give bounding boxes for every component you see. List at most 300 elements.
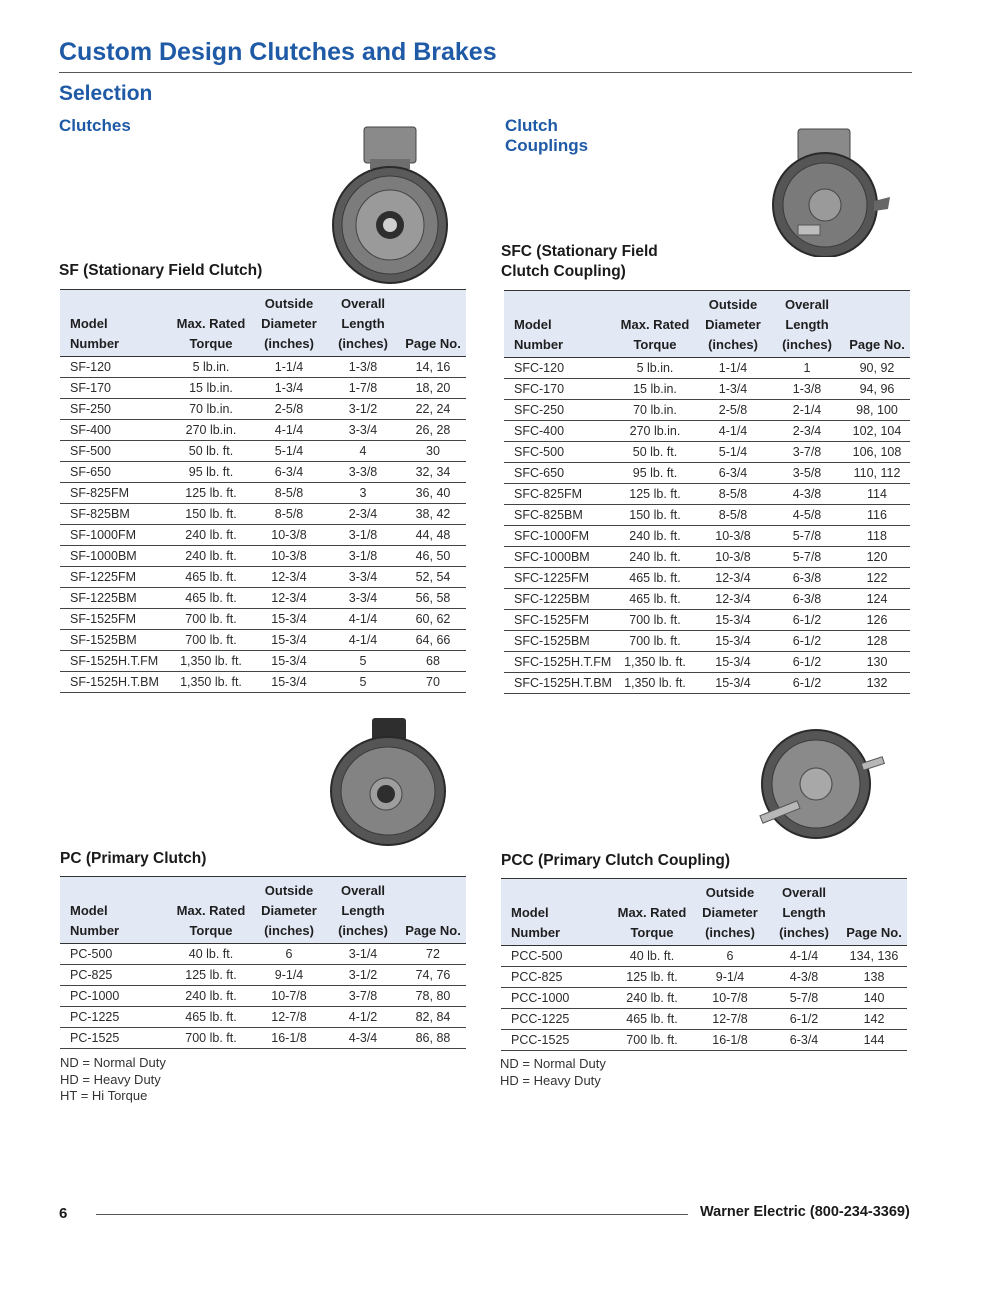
section-heading-line: Couplings	[505, 136, 589, 155]
cell-overall-length: 4-1/2	[326, 1007, 400, 1028]
table-row	[60, 357, 466, 378]
cell-model: SFC-1525BM	[504, 631, 614, 652]
cell-outside-diameter: 12-7/8	[693, 1009, 767, 1030]
footer-divider	[96, 1214, 688, 1215]
cell-page-no: 122	[844, 568, 910, 589]
header-page-no: Page No.	[844, 291, 910, 358]
header-model: Model Number	[504, 291, 614, 358]
cell-overall-length: 3-3/8	[326, 462, 400, 483]
table-row	[60, 399, 466, 420]
page-number: 6	[59, 1205, 68, 1222]
cell-outside-diameter: 1-1/4	[696, 358, 770, 379]
cell-torque: 95 lb. ft.	[614, 463, 696, 484]
table-row	[504, 400, 910, 421]
cell-model: SF-1225FM	[60, 567, 170, 588]
sf-clutch-image	[330, 125, 450, 285]
cell-torque: 15 lb.in.	[614, 379, 696, 400]
cell-page-no: 64, 66	[400, 630, 466, 651]
section-heading-clutches: Clutches	[59, 116, 131, 135]
cell-torque: 240 lb. ft.	[614, 526, 696, 547]
cell-model: PCC-500	[501, 946, 611, 967]
table-body	[60, 357, 466, 693]
table-row	[504, 505, 910, 526]
cell-outside-diameter: 8-5/8	[252, 483, 326, 504]
cell-model: SFC-500	[504, 442, 614, 463]
cell-torque: 15 lb.in.	[170, 378, 252, 399]
table-row	[60, 672, 466, 693]
cell-outside-diameter: 1-3/4	[252, 378, 326, 399]
cell-page-no: 22, 24	[400, 399, 466, 420]
header-torque: Max. Rated Torque	[611, 879, 693, 946]
note-line: HD = Heavy Duty	[500, 1072, 601, 1088]
cell-model: SFC-400	[504, 421, 614, 442]
cell-overall-length: 6-1/2	[770, 631, 844, 652]
table-row	[504, 526, 910, 547]
cell-model: SF-1525FM	[60, 609, 170, 630]
header-model: Model Number	[501, 879, 611, 946]
cell-page-no: 142	[841, 1009, 907, 1030]
table-row	[60, 420, 466, 441]
cell-overall-length: 5	[326, 672, 400, 693]
cell-model: SF-650	[60, 462, 170, 483]
cell-outside-diameter: 10-7/8	[252, 986, 326, 1007]
table-body	[504, 358, 910, 694]
cell-page-no: 98, 100	[844, 400, 910, 421]
cell-page-no: 106, 108	[844, 442, 910, 463]
cell-overall-length: 6-3/4	[767, 1030, 841, 1051]
header-torque: Max. Rated Torque	[614, 291, 696, 358]
cell-model: PCC-825	[501, 967, 611, 988]
cell-outside-diameter: 6-3/4	[696, 463, 770, 484]
table-row	[60, 525, 466, 546]
cell-model: SF-170	[60, 378, 170, 399]
cell-page-no: 140	[841, 988, 907, 1009]
cell-torque: 240 lb. ft.	[170, 546, 252, 567]
cell-overall-length: 6-3/8	[770, 568, 844, 589]
cell-overall-length: 1-3/8	[770, 379, 844, 400]
table-body	[60, 944, 466, 1049]
header-outside-diameter: Outside Diameter (inches)	[252, 290, 326, 357]
pcc-coupling-image	[758, 728, 886, 840]
cell-overall-length: 3-3/4	[326, 567, 400, 588]
pc-table	[60, 876, 466, 1049]
cell-torque: 700 lb. ft.	[170, 609, 252, 630]
cell-page-no: 116	[844, 505, 910, 526]
cell-page-no: 56, 58	[400, 588, 466, 609]
table-header	[501, 879, 907, 946]
cell-page-no: 68	[400, 651, 466, 672]
title-divider	[59, 72, 912, 73]
cell-page-no: 30	[400, 441, 466, 462]
sfc-coupling-image	[770, 127, 895, 257]
pcc-table-title: PCC (Primary Clutch Coupling)	[501, 852, 731, 869]
table-row	[60, 546, 466, 567]
cell-model: SF-1000BM	[60, 546, 170, 567]
cell-outside-diameter: 5-1/4	[252, 441, 326, 462]
cell-model: SF-400	[60, 420, 170, 441]
table-row	[60, 441, 466, 462]
cell-outside-diameter: 15-3/4	[252, 651, 326, 672]
page-title: Custom Design Clutches and Brakes	[59, 38, 497, 66]
cell-model: SFC-1000FM	[504, 526, 614, 547]
cell-page-no: 94, 96	[844, 379, 910, 400]
table-row	[60, 986, 466, 1007]
cell-overall-length: 3-3/4	[326, 420, 400, 441]
cell-overall-length: 3-1/8	[326, 546, 400, 567]
table-row	[504, 673, 910, 694]
cell-model: SFC-1225FM	[504, 568, 614, 589]
cell-torque: 95 lb. ft.	[170, 462, 252, 483]
cell-overall-length: 3	[326, 483, 400, 504]
cell-outside-diameter: 15-3/4	[696, 652, 770, 673]
cell-overall-length: 3-1/2	[326, 399, 400, 420]
table-row	[60, 609, 466, 630]
cell-outside-diameter: 10-3/8	[696, 526, 770, 547]
cell-model: SF-120	[60, 357, 170, 378]
cell-model: SFC-250	[504, 400, 614, 421]
cell-torque: 465 lb. ft.	[614, 589, 696, 610]
cell-model: SFC-170	[504, 379, 614, 400]
cell-torque: 240 lb. ft.	[614, 547, 696, 568]
cell-torque: 40 lb. ft.	[170, 944, 252, 965]
cell-overall-length: 3-1/4	[326, 944, 400, 965]
cell-overall-length: 4	[326, 441, 400, 462]
cell-model: SF-1225BM	[60, 588, 170, 609]
cell-overall-length: 5-7/8	[767, 988, 841, 1009]
cell-page-no: 26, 28	[400, 420, 466, 441]
section-heading-line: Clutch	[505, 116, 558, 135]
cell-torque: 270 lb.in.	[170, 420, 252, 441]
cell-overall-length: 3-5/8	[770, 463, 844, 484]
sfc-table-title-line: SFC (Stationary Field	[501, 243, 658, 260]
cell-torque: 125 lb. ft.	[170, 483, 252, 504]
header-model: Model Number	[60, 290, 170, 357]
cell-model: PC-1000	[60, 986, 170, 1007]
cell-torque: 50 lb. ft.	[614, 442, 696, 463]
cell-model: SFC-1000BM	[504, 547, 614, 568]
cell-page-no: 44, 48	[400, 525, 466, 546]
cell-outside-diameter: 5-1/4	[696, 442, 770, 463]
cell-torque: 700 lb. ft.	[611, 1030, 693, 1051]
cell-model: PCC-1525	[501, 1030, 611, 1051]
cell-page-no: 32, 34	[400, 462, 466, 483]
header-overall-length: Overall Length (inches)	[767, 879, 841, 946]
cell-page-no: 36, 40	[400, 483, 466, 504]
cell-page-no: 138	[841, 967, 907, 988]
cell-page-no: 14, 16	[400, 357, 466, 378]
table-row	[504, 442, 910, 463]
cell-model: SF-1000FM	[60, 525, 170, 546]
cell-page-no: 130	[844, 652, 910, 673]
cell-torque: 700 lb. ft.	[614, 610, 696, 631]
cell-overall-length: 6-1/2	[770, 610, 844, 631]
cell-page-no: 134, 136	[841, 946, 907, 967]
cell-overall-length: 4-1/4	[326, 609, 400, 630]
cell-model: SF-825BM	[60, 504, 170, 525]
cell-outside-diameter: 10-7/8	[693, 988, 767, 1009]
cell-page-no: 82, 84	[400, 1007, 466, 1028]
table-row	[504, 610, 910, 631]
cell-overall-length: 1	[770, 358, 844, 379]
table-row	[504, 463, 910, 484]
cell-outside-diameter: 15-3/4	[252, 609, 326, 630]
pcc-table	[501, 878, 907, 1051]
cell-torque: 465 lb. ft.	[614, 568, 696, 589]
table-row	[60, 462, 466, 483]
cell-overall-length: 6-1/2	[770, 652, 844, 673]
cell-overall-length: 3-1/2	[326, 965, 400, 986]
cell-page-no: 126	[844, 610, 910, 631]
table-row	[60, 630, 466, 651]
cell-model: SF-500	[60, 441, 170, 462]
cell-page-no: 70	[400, 672, 466, 693]
cell-page-no: 46, 50	[400, 546, 466, 567]
cell-overall-length: 6-1/2	[767, 1009, 841, 1030]
cell-overall-length: 4-3/8	[767, 967, 841, 988]
cell-overall-length: 5	[326, 651, 400, 672]
note-line: HT = Hi Torque	[60, 1088, 148, 1103]
table-row	[60, 965, 466, 986]
table-row	[60, 651, 466, 672]
cell-torque: 700 lb. ft.	[614, 631, 696, 652]
cell-outside-diameter: 2-5/8	[252, 399, 326, 420]
table-row	[60, 567, 466, 588]
cell-torque: 70 lb.in.	[170, 399, 252, 420]
cell-torque: 465 lb. ft.	[170, 1007, 252, 1028]
table-row	[504, 358, 910, 379]
cell-overall-length: 4-1/4	[767, 946, 841, 967]
cell-overall-length: 6-3/8	[770, 589, 844, 610]
cell-model: PC-825	[60, 965, 170, 986]
cell-outside-diameter: 16-1/8	[693, 1030, 767, 1051]
cell-outside-diameter: 15-3/4	[252, 672, 326, 693]
cell-overall-length: 3-3/4	[326, 588, 400, 609]
cell-page-no: 60, 62	[400, 609, 466, 630]
header-model: Model Number	[60, 877, 170, 944]
cell-outside-diameter: 12-3/4	[696, 568, 770, 589]
cell-overall-length: 3-7/8	[770, 442, 844, 463]
cell-outside-diameter: 10-3/8	[696, 547, 770, 568]
cell-outside-diameter: 6-3/4	[252, 462, 326, 483]
cell-page-no: 132	[844, 673, 910, 694]
cell-page-no: 118	[844, 526, 910, 547]
table-row	[504, 652, 910, 673]
cell-outside-diameter: 15-3/4	[696, 610, 770, 631]
cell-outside-diameter: 2-5/8	[696, 400, 770, 421]
cell-overall-length: 3-7/8	[326, 986, 400, 1007]
cell-outside-diameter: 8-5/8	[252, 504, 326, 525]
cell-outside-diameter: 10-3/8	[252, 546, 326, 567]
table-row	[501, 967, 907, 988]
table-row	[60, 1007, 466, 1028]
cell-torque: 125 lb. ft.	[611, 967, 693, 988]
cell-outside-diameter: 4-1/4	[252, 420, 326, 441]
cell-torque: 1,350 lb. ft.	[614, 652, 696, 673]
cell-page-no: 18, 20	[400, 378, 466, 399]
cell-torque: 150 lb. ft.	[170, 504, 252, 525]
cell-overall-length: 5-7/8	[770, 547, 844, 568]
header-page-no: Page No.	[841, 879, 907, 946]
cell-overall-length: 4-3/8	[770, 484, 844, 505]
cell-overall-length: 2-3/4	[326, 504, 400, 525]
pc-notes	[60, 1055, 166, 1105]
cell-outside-diameter: 1-1/4	[252, 357, 326, 378]
cell-model: SF-250	[60, 399, 170, 420]
cell-page-no: 74, 76	[400, 965, 466, 986]
header-overall-length: Overall Length (inches)	[326, 290, 400, 357]
cell-torque: 465 lb. ft.	[611, 1009, 693, 1030]
pcc-notes	[500, 1056, 606, 1089]
pc-clutch-image	[328, 716, 448, 846]
page-subtitle: Selection	[59, 82, 153, 105]
cell-model: SFC-1525H.T.BM	[504, 673, 614, 694]
cell-overall-length: 1-7/8	[326, 378, 400, 399]
table-row	[504, 589, 910, 610]
cell-model: SFC-1525H.T.FM	[504, 652, 614, 673]
cell-model: PCC-1000	[501, 988, 611, 1009]
table-row	[504, 568, 910, 589]
pc-table-title: PC (Primary Clutch)	[60, 850, 207, 867]
cell-model: SF-1525H.T.BM	[60, 672, 170, 693]
cell-page-no: 52, 54	[400, 567, 466, 588]
cell-torque: 5 lb.in.	[614, 358, 696, 379]
cell-page-no: 86, 88	[400, 1028, 466, 1049]
cell-torque: 50 lb. ft.	[170, 441, 252, 462]
cell-model: SFC-1225BM	[504, 589, 614, 610]
cell-outside-diameter: 9-1/4	[252, 965, 326, 986]
cell-torque: 125 lb. ft.	[614, 484, 696, 505]
cell-overall-length: 6-1/2	[770, 673, 844, 694]
header-outside-diameter: Outside Diameter (inches)	[696, 291, 770, 358]
table-header	[60, 290, 466, 357]
cell-page-no: 78, 80	[400, 986, 466, 1007]
table-row	[60, 944, 466, 965]
cell-model: SFC-120	[504, 358, 614, 379]
cell-model: SF-1525BM	[60, 630, 170, 651]
cell-page-no: 144	[841, 1030, 907, 1051]
table-row	[504, 379, 910, 400]
table-row	[60, 378, 466, 399]
note-line: ND = Normal Duty	[500, 1056, 606, 1071]
cell-model: SFC-825BM	[504, 505, 614, 526]
cell-overall-length: 2-1/4	[770, 400, 844, 421]
table-body	[501, 946, 907, 1051]
cell-model: SFC-825FM	[504, 484, 614, 505]
cell-torque: 270 lb.in.	[614, 421, 696, 442]
cell-model: PCC-1225	[501, 1009, 611, 1030]
cell-torque: 150 lb. ft.	[614, 505, 696, 526]
cell-torque: 465 lb. ft.	[170, 588, 252, 609]
cell-outside-diameter: 6	[252, 944, 326, 965]
cell-outside-diameter: 12-3/4	[696, 589, 770, 610]
cell-torque: 70 lb.in.	[614, 400, 696, 421]
cell-page-no: 114	[844, 484, 910, 505]
note-line: HD = Heavy Duty	[60, 1071, 161, 1087]
sf-table-title: SF (Stationary Field Clutch)	[59, 262, 263, 279]
cell-torque: 40 lb. ft.	[611, 946, 693, 967]
table-row	[504, 547, 910, 568]
cell-torque: 1,350 lb. ft.	[170, 651, 252, 672]
table-row	[60, 483, 466, 504]
cell-outside-diameter: 15-3/4	[696, 673, 770, 694]
table-header	[504, 291, 910, 358]
note-line: ND = Normal Duty	[60, 1055, 166, 1070]
table-row	[504, 484, 910, 505]
cell-model: PC-1525	[60, 1028, 170, 1049]
cell-model: PC-1225	[60, 1007, 170, 1028]
cell-overall-length: 2-3/4	[770, 421, 844, 442]
cell-page-no: 124	[844, 589, 910, 610]
cell-torque: 240 lb. ft.	[170, 986, 252, 1007]
cell-torque: 125 lb. ft.	[170, 965, 252, 986]
cell-outside-diameter: 16-1/8	[252, 1028, 326, 1049]
cell-overall-length: 5-7/8	[770, 526, 844, 547]
table-header	[60, 877, 466, 944]
sfc-table	[504, 290, 910, 694]
cell-outside-diameter: 8-5/8	[696, 505, 770, 526]
cell-outside-diameter: 12-3/4	[252, 588, 326, 609]
cell-model: SF-825FM	[60, 483, 170, 504]
cell-outside-diameter: 4-1/4	[696, 421, 770, 442]
cell-page-no: 128	[844, 631, 910, 652]
cell-outside-diameter: 12-3/4	[252, 567, 326, 588]
sfc-table-title-line: Clutch Coupling)	[501, 263, 626, 280]
cell-overall-length: 1-3/8	[326, 357, 400, 378]
table-row	[60, 504, 466, 525]
cell-overall-length: 4-1/4	[326, 630, 400, 651]
cell-outside-diameter: 10-3/8	[252, 525, 326, 546]
table-row	[501, 1030, 907, 1051]
sfc-table-title	[501, 242, 658, 282]
header-torque: Max. Rated Torque	[170, 877, 252, 944]
cell-outside-diameter: 12-7/8	[252, 1007, 326, 1028]
table-row	[504, 631, 910, 652]
table-row	[501, 988, 907, 1009]
cell-model: SFC-1525FM	[504, 610, 614, 631]
cell-page-no: 120	[844, 547, 910, 568]
header-outside-diameter: Outside Diameter (inches)	[252, 877, 326, 944]
header-page-no: Page No.	[400, 877, 466, 944]
sf-table	[60, 289, 466, 693]
cell-torque: 700 lb. ft.	[170, 1028, 252, 1049]
cell-outside-diameter: 15-3/4	[696, 631, 770, 652]
cell-overall-length: 3-1/8	[326, 525, 400, 546]
cell-outside-diameter: 15-3/4	[252, 630, 326, 651]
cell-torque: 700 lb. ft.	[170, 630, 252, 651]
cell-torque: 465 lb. ft.	[170, 567, 252, 588]
cell-outside-diameter: 8-5/8	[696, 484, 770, 505]
cell-torque: 5 lb.in.	[170, 357, 252, 378]
table-row	[504, 421, 910, 442]
header-outside-diameter: Outside Diameter (inches)	[693, 879, 767, 946]
header-overall-length: Overall Length (inches)	[770, 291, 844, 358]
cell-page-no: 110, 112	[844, 463, 910, 484]
cell-page-no: 72	[400, 944, 466, 965]
cell-outside-diameter: 1-3/4	[696, 379, 770, 400]
section-heading-clutch-couplings	[505, 116, 588, 156]
cell-overall-length: 4-3/4	[326, 1028, 400, 1049]
cell-model: SF-1525H.T.FM	[60, 651, 170, 672]
table-row	[60, 588, 466, 609]
table-row	[501, 1009, 907, 1030]
cell-torque: 1,350 lb. ft.	[170, 672, 252, 693]
cell-page-no: 90, 92	[844, 358, 910, 379]
cell-outside-diameter: 9-1/4	[693, 967, 767, 988]
cell-model: PC-500	[60, 944, 170, 965]
table-row	[60, 1028, 466, 1049]
cell-torque: 240 lb. ft.	[611, 988, 693, 1009]
cell-overall-length: 4-5/8	[770, 505, 844, 526]
